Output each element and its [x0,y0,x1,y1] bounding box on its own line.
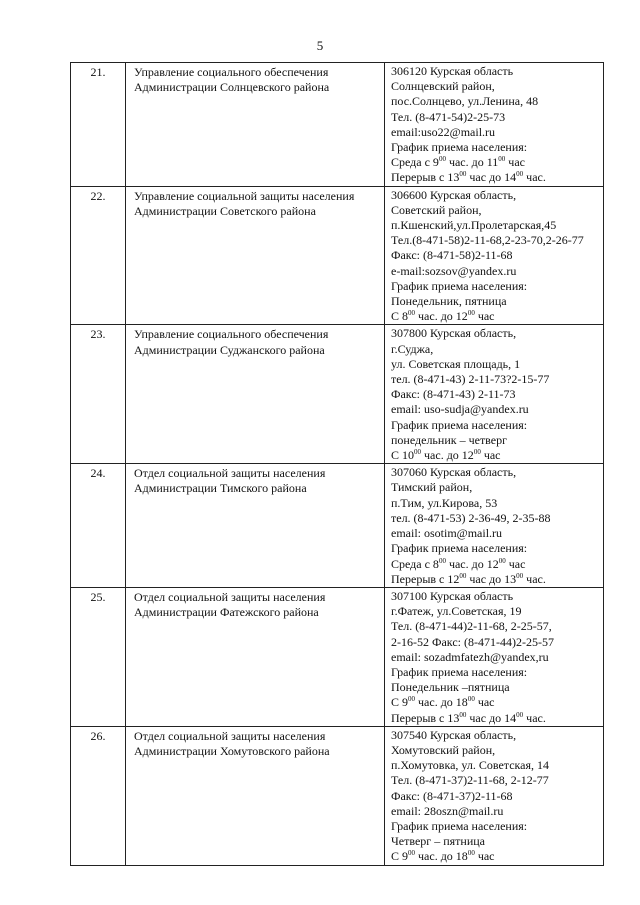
contact-line: Солнцевский район, [391,79,495,94]
hours-text: час. [523,571,546,586]
hours-minutes: 00 [516,710,524,719]
hours-minutes: 00 [459,571,467,580]
contact-line: График приема населения: [391,278,528,293]
hours-line [391,155,599,170]
office-contact [385,464,604,588]
hours-text: час [505,556,526,571]
hours-text: Перерыв с 13 [391,710,460,725]
contact-line: Четверг – пятница [391,834,485,849]
hours-text: час. до 18 [415,849,468,864]
contact-line: 307540 Курская область, [391,727,517,742]
hours-text: С 8 [391,309,409,324]
hours-text: час до 14 [466,710,517,725]
row-number: 23. [71,325,126,464]
contact-line: email: sozadmfatezh@yandex,ru [391,649,549,664]
hours-minutes: 00 [498,556,506,565]
hours-text: час. до 18 [415,695,468,710]
contact-line: График приема населения: [391,541,528,556]
row-number: 26. [71,726,126,865]
hours-text: час. [523,170,546,185]
hours-text: час. до 12 [421,448,474,463]
office-name: Управление социальной защиты населения Администрации Советского района [126,186,385,325]
hours-line [391,849,599,864]
page-number: 5 [316,38,324,53]
contact-line: Понедельник, пятница [391,294,507,309]
contact-line: п.Тим, ул.Кирова, 53 [391,495,498,510]
hours-text: Среда с 9 [391,155,439,170]
hours-text: С 9 [391,695,409,710]
contact-line: тел. (8-471-43) 2-11-73?2-15-77 [391,372,550,387]
hours-text: С 10 [391,448,415,463]
office-name: Отдел социальной защиты населения Администрации Фатежского района [126,587,385,726]
contact-line: Тел. (8-471-44)2-11-68, 2-25-57, [391,619,552,634]
hours-text: час. до 12 [445,556,499,571]
contact-line: email: 28oszn@mail.ru [391,803,504,818]
row-number: 25. [71,587,126,726]
hours-text: С 9 [391,849,409,864]
hours-minutes: 00 [516,571,524,580]
contact-line: График приема населения: [391,417,528,432]
hours-minutes: 00 [414,448,422,457]
hours-minutes: 00 [438,556,446,565]
contact-line: понедельник – четверг [391,432,508,447]
table-row [71,186,604,325]
contact-line: Факс: (8-471-58)2-11-68 [391,248,513,263]
hours-text: час [480,448,501,463]
hours-line [391,309,599,324]
hours-minutes: 00 [473,448,481,457]
hours-minutes: 00 [408,309,416,318]
table-row [71,63,604,187]
contact-line: тел. (8-471-53) 2-36-49, 2-35-88 [391,510,551,525]
hours-minutes: 00 [408,849,416,858]
hours-line [391,557,599,572]
contact-line: Факс: (8-471-43) 2-11-73 [391,387,516,402]
office-contact [385,587,604,726]
office-contact [385,726,604,865]
office-contact [385,186,604,325]
hours-text: час до 13 [466,571,517,586]
hours-line [391,711,599,726]
contact-line: Советский район, [391,202,482,217]
hours-text: час [505,155,525,170]
hours-text: час [474,309,495,324]
contact-line: 307100 Курская область [391,588,514,603]
offices-table-body [71,63,604,866]
contact-line: Хомутовский район, [391,742,496,757]
hours-minutes: 00 [467,695,475,704]
contact-line: 307800 Курская область, [391,326,517,341]
hours-text: Перерыв с 13 [391,170,460,185]
row-number: 22. [71,186,126,325]
hours-minutes: 00 [516,170,524,179]
hours-text: Перерыв с 12 [391,571,460,586]
office-contact [385,63,604,187]
contact-line: Тел. (8-471-37)2-11-68, 2-12-77 [391,773,549,788]
row-number: 24. [71,464,126,588]
hours-minutes: 00 [459,170,467,179]
hours-text: час. до 11 [445,155,499,170]
contact-line: Понедельник –пятница [391,680,510,695]
contact-line: 2-16-52 Факс: (8-471-44)2-25-57 [391,634,554,649]
contact-line: e-mail:sozsov@yandex.ru [391,263,517,278]
hours-text: час [474,695,495,710]
hours-text: Среда с 8 [391,556,439,571]
hours-text: час [474,849,495,864]
hours-minutes: 00 [459,710,467,719]
hours-minutes: 00 [408,695,416,704]
office-name: Управление социального обеспечения Администрации Суджанского района [126,325,385,464]
hours-minutes: 00 [467,309,475,318]
hours-line [391,695,599,710]
contact-line: г.Фатеж, ул.Советская, 19 [391,604,522,619]
office-contact [385,325,604,464]
contact-line: График приема населения: [391,818,528,833]
contact-line: пос.Солнцево, ул.Ленина, 48 [391,94,539,109]
office-name: Отдел социальной защиты населения Администрации Хомутовского района [126,726,385,865]
contact-line: email: uso-sudja@yandex.ru [391,402,529,417]
hours-minutes: 00 [498,155,506,164]
contact-line: Факс: (8-471-37)2-11-68 [391,788,513,803]
row-number: 21. [71,63,126,187]
hours-text: час. до 12 [415,309,468,324]
hours-minutes: 00 [467,849,475,858]
table-row [71,464,604,588]
contact-line: График приема населения: [391,664,528,679]
offices-table [70,62,604,866]
contact-line: 306120 Курская область [391,64,514,78]
contact-line: Тимский район, [391,480,473,495]
hours-text: час. [523,710,546,725]
hours-minutes: 00 [438,155,446,164]
contact-line: График приема населения: [391,140,528,155]
table-row [71,587,604,726]
contact-line: email:uso22@mail.ru [391,124,496,139]
contact-line: ул. Советская площадь, 1 [391,356,521,371]
table-row [71,325,604,464]
contact-line: п.Кшенский,ул.Пролетарская,45 [391,218,557,233]
contact-line: п.Хомутовка, ул. Советская, 14 [391,758,550,773]
contact-line: 306600 Курская область, [391,187,517,202]
hours-line [391,572,599,587]
hours-line [391,448,599,463]
hours-text: час до 14 [466,170,517,185]
contact-line: email: osotim@mail.ru [391,526,503,541]
contact-line: г.Суджа, [391,341,434,356]
contact-line: 307060 Курская область, [391,465,517,480]
hours-line [391,170,599,185]
office-name: Управление социального обеспечения Администрации Солнцевского района [126,63,385,187]
table-row [71,726,604,865]
contact-line: Тел.(8-471-58)2-11-68,2-23-70,2-26-77 [391,233,584,248]
office-name: Отдел социальной защиты населения Администрации Тимского района [126,464,385,588]
contact-line: Тел. (8-471-54)2-25-73 [391,109,506,124]
